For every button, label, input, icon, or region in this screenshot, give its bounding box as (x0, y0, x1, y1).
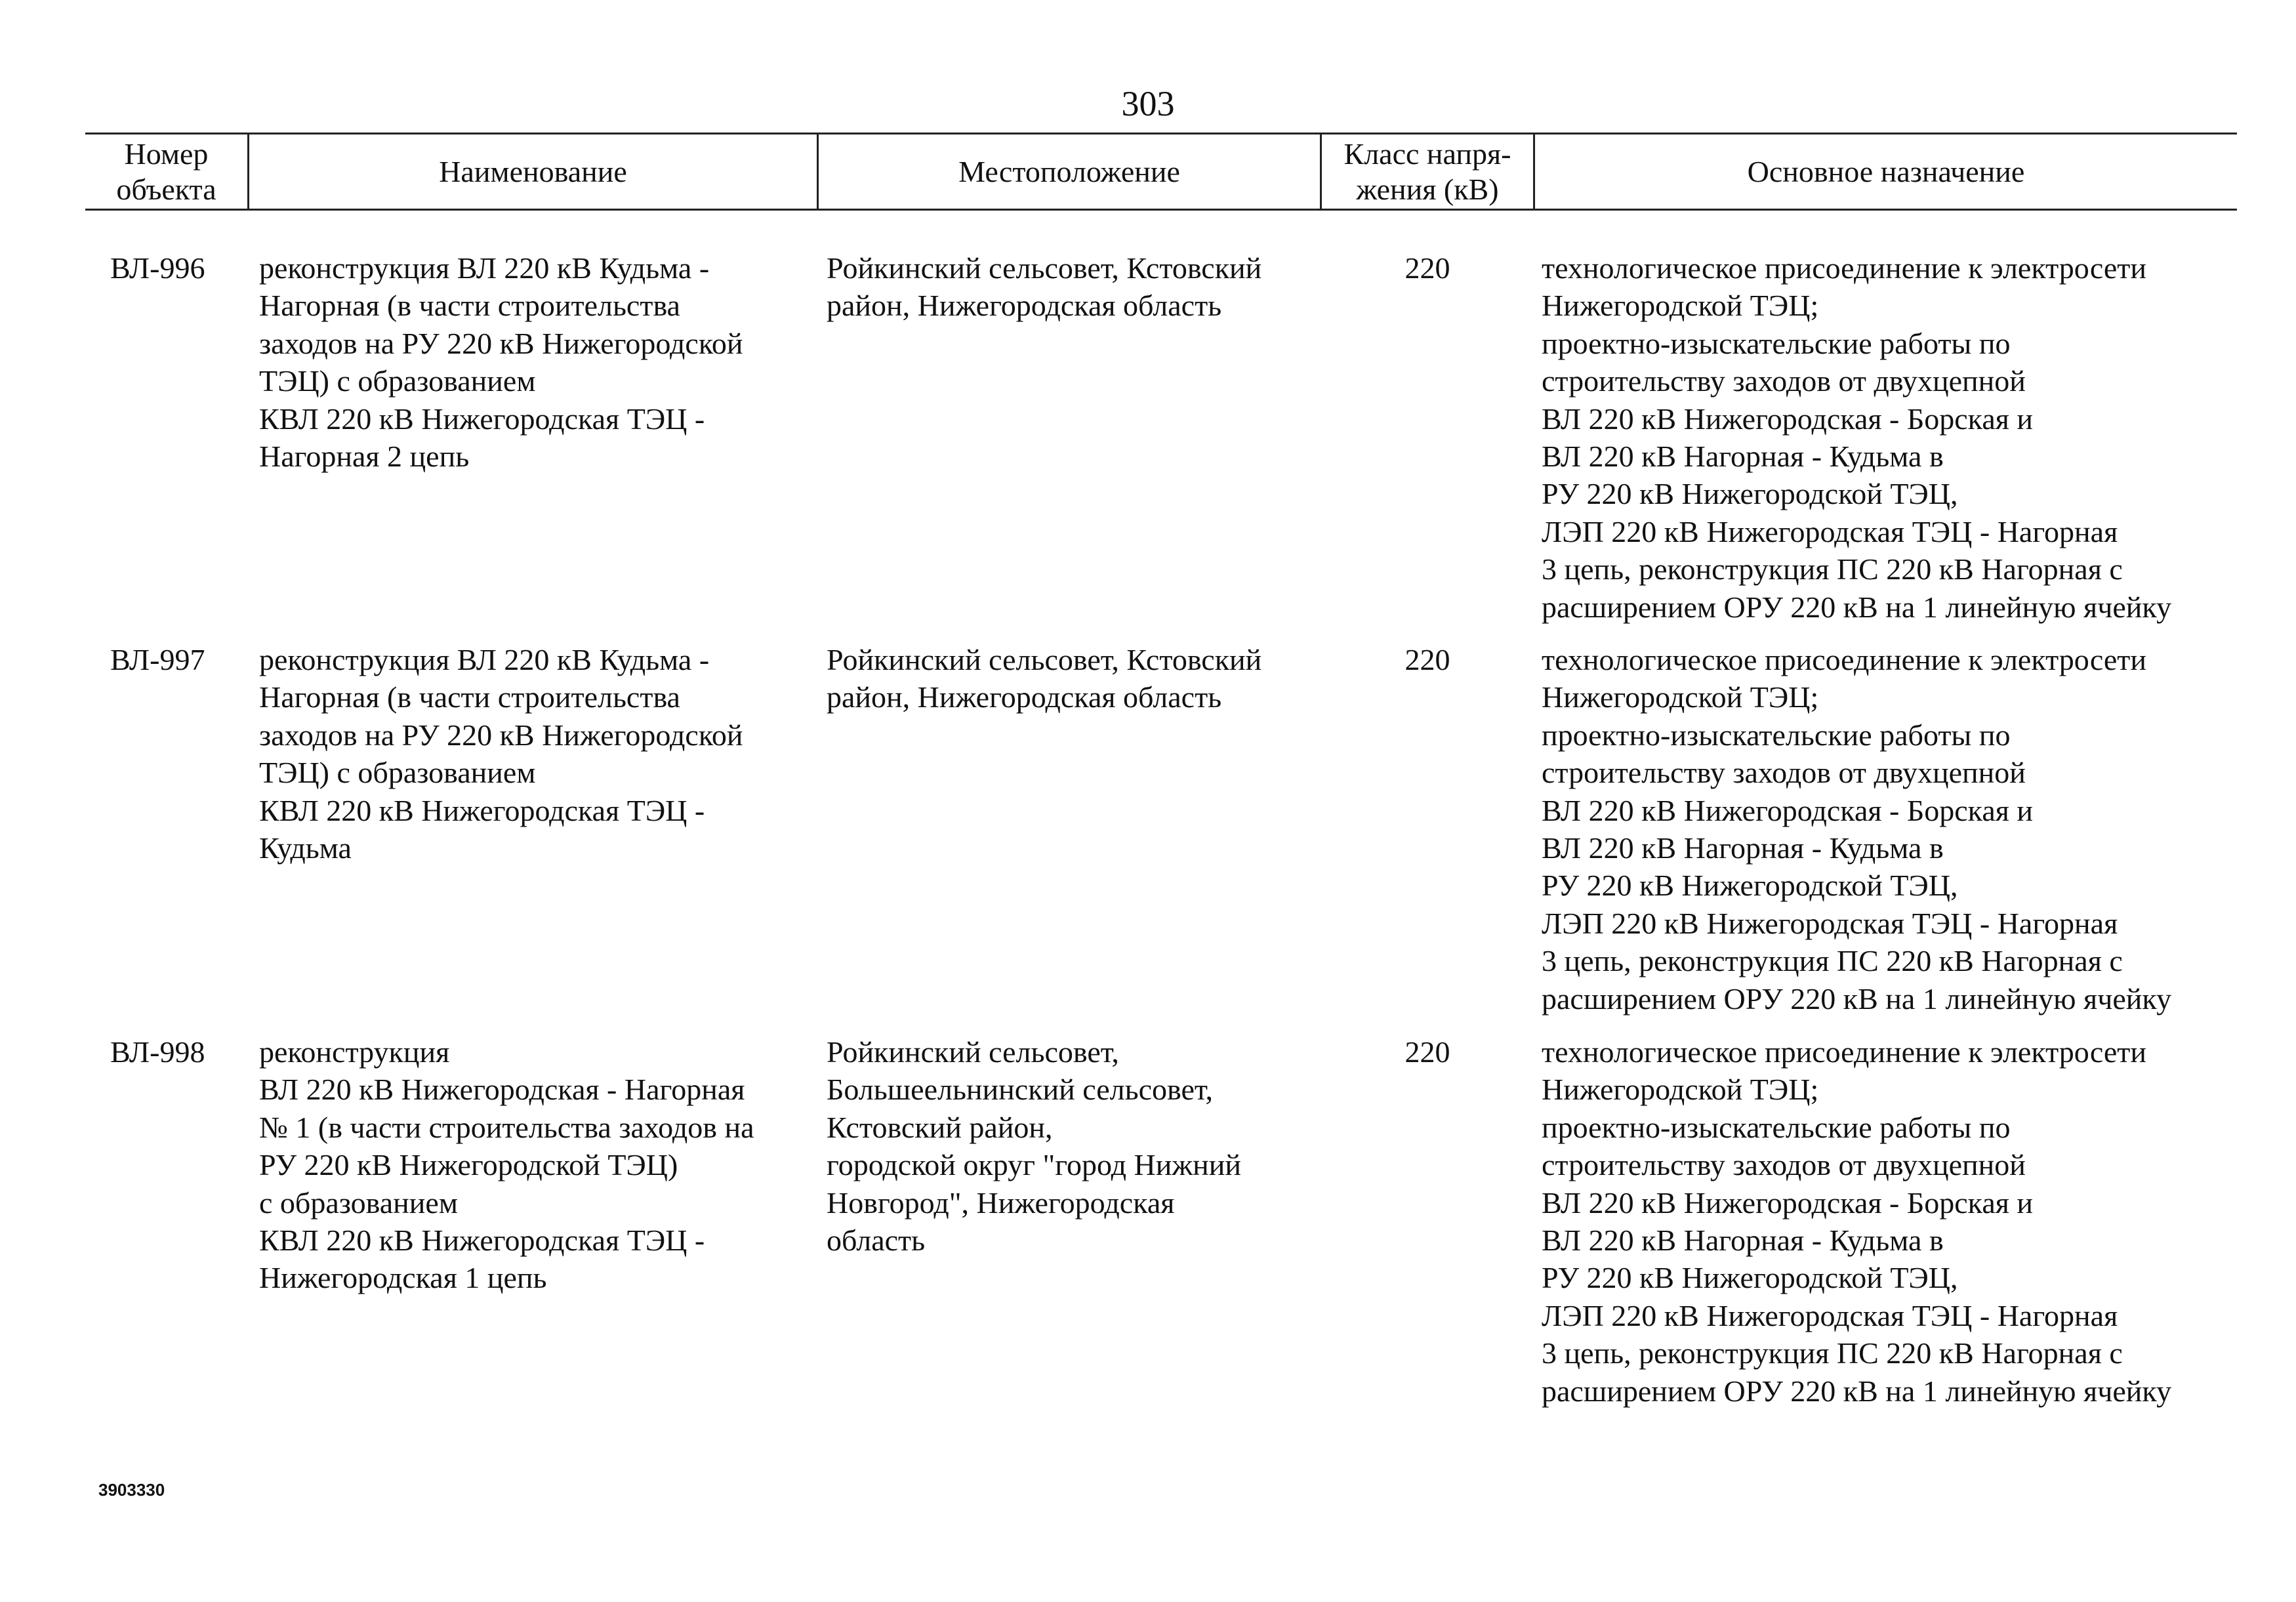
cell-line: ВЛ 220 кВ Нагорная - Кудьма в (1542, 831, 1944, 865)
cell-line: Нагорная 2 цепь (259, 440, 470, 474)
cell-line: ВЛ 220 кВ Нагорная - Кудьма в (1542, 1223, 1944, 1258)
cell-line: реконструкция ВЛ 220 кВ Кудьма - (259, 251, 710, 285)
header-voltage-text (1344, 136, 1511, 207)
cell-line: Ройкинский сельсовет, Кстовский (827, 251, 1262, 285)
cell-line: № 1 (в части строительства заходов на (259, 1110, 754, 1144)
row-voltage: 220 (1404, 1035, 1450, 1069)
cell-line: 3 цепь, реконструкция ПС 220 кВ Нагорная с (1542, 1336, 2123, 1370)
row-name (259, 249, 743, 475)
cell-line: ВЛ 220 кВ Нижегородская - Борская и (1542, 793, 2034, 827)
cell-line: проектно-изыскательские работы по (1542, 718, 2011, 752)
cell-line: РУ 220 кВ Нижегородской ТЭЦ, (1542, 1261, 1958, 1295)
page-number: 303 (1121, 84, 1175, 123)
cell-line: Большеельнинский сельсовет, (827, 1073, 1214, 1107)
row-location (827, 641, 1261, 716)
cell-line: заходов на РУ 220 кВ Нижегородской (259, 326, 743, 360)
cell-line: ВЛ 220 кВ Нижегородская - Борская и (1542, 401, 2034, 436)
row-purpose (1542, 1033, 2171, 1410)
row-name (259, 1033, 754, 1297)
cell-line: РУ 220 кВ Нижегородской ТЭЦ, (1542, 477, 1958, 511)
header-voltage (1322, 134, 1533, 209)
cell-line: технологическое присоединение к электросети (1542, 1035, 2146, 1069)
cell-line: технологическое присоединение к электросети (1542, 251, 2146, 285)
document-code: 3903330 (98, 1480, 165, 1500)
cell-line: ЛЭП 220 кВ Нижегородская ТЭЦ - Нагорная (1542, 906, 2118, 940)
cell-line: проектно-изыскательские работы по (1542, 1110, 2011, 1144)
row-purpose (1542, 249, 2171, 626)
cell-line: Нижегородской ТЭЦ; (1542, 289, 1819, 323)
row-number: ВЛ-996 (110, 251, 205, 285)
cell-line: Нижегородской ТЭЦ; (1542, 680, 1819, 714)
cell-line: строительству заходов от двухцепной (1542, 756, 2026, 790)
header-line: Номер (124, 136, 209, 171)
cell-line: расширением ОРУ 220 кВ на 1 линейную ячейку (1542, 981, 2172, 1016)
header-line: Класс напря- (1343, 136, 1511, 171)
cell-line: ВЛ 220 кВ Нагорная - Кудьма в (1542, 440, 1944, 474)
header-number-text (116, 136, 216, 207)
cell-line: Ройкинский сельсовет, (827, 1035, 1119, 1069)
header-line: Наименование (439, 154, 627, 188)
header-line: Основное назначение (1747, 154, 2025, 188)
cell-line: ВЛ 220 кВ Нижегородская - Борская и (1542, 1185, 2034, 1220)
cell-line: Нагорная (в части строительства (259, 680, 680, 714)
cell-line: ЛЭП 220 кВ Нижегородская ТЭЦ - Нагорная (1542, 1298, 2118, 1332)
cell-line: проектно-изыскательские работы по (1542, 326, 2011, 360)
cell-line: Новгород", Нижегородская (827, 1185, 1175, 1220)
cell-line: Нижегородская 1 цепь (259, 1261, 547, 1295)
cell-line: городской округ "город Нижний (827, 1148, 1242, 1182)
cell-line: реконструкция ВЛ 220 кВ Кудьма - (259, 643, 710, 676)
cell-line: Кудьма (259, 831, 352, 865)
cell-line: ТЭЦ) с образованием (259, 756, 536, 790)
cell-line: расширением ОРУ 220 кВ на 1 линейную ячейку (1542, 1374, 2172, 1408)
row-voltage: 220 (1404, 643, 1450, 676)
header-number (85, 134, 247, 209)
cell-line: с образованием (259, 1185, 458, 1220)
cell-line: реконструкция (259, 1035, 450, 1069)
header-name (249, 134, 817, 209)
cell-line: КВЛ 220 кВ Нижегородская ТЭЦ - (259, 793, 705, 827)
cell-line: район, Нижегородская область (827, 680, 1222, 714)
cell-line: ЛЭП 220 кВ Нижегородская ТЭЦ - Нагорная (1542, 514, 2118, 548)
header-purpose (1535, 134, 2237, 209)
header-line: жения (кВ) (1356, 172, 1499, 206)
cell-line: область (827, 1223, 926, 1258)
header-line: объекта (116, 172, 216, 206)
header-location (819, 134, 1320, 209)
cell-line: район, Нижегородская область (827, 289, 1222, 323)
cell-line: строительству заходов от двухцепной (1542, 1148, 2026, 1182)
table-header-bottom-rule (85, 209, 2237, 211)
cell-line: заходов на РУ 220 кВ Нижегородской (259, 718, 743, 752)
cell-line: 3 цепь, реконструкция ПС 220 кВ Нагорная с (1542, 944, 2123, 978)
row-purpose (1542, 641, 2171, 1017)
row-voltage: 220 (1404, 251, 1450, 285)
cell-line: 3 цепь, реконструкция ПС 220 кВ Нагорная с (1542, 552, 2123, 586)
cell-line: Нижегородской ТЭЦ; (1542, 1073, 1819, 1107)
row-number: ВЛ-998 (110, 1035, 205, 1069)
cell-line: ВЛ 220 кВ Нижегородская - Нагорная (259, 1073, 745, 1107)
cell-line: технологическое присоединение к электросети (1542, 643, 2146, 676)
cell-line: КВЛ 220 кВ Нижегородская ТЭЦ - (259, 401, 705, 436)
cell-line: РУ 220 кВ Нижегородской ТЭЦ, (1542, 869, 1958, 903)
cell-line: ТЭЦ) с образованием (259, 364, 536, 398)
cell-line: строительству заходов от двухцепной (1542, 364, 2026, 398)
cell-line: Нагорная (в части строительства (259, 289, 680, 323)
row-location (827, 1033, 1241, 1259)
row-location (827, 249, 1261, 325)
cell-line: Ройкинский сельсовет, Кстовский (827, 643, 1262, 676)
row-number: ВЛ-997 (110, 643, 205, 676)
cell-line: Кстовский район, (827, 1110, 1053, 1144)
row-name (259, 641, 743, 867)
cell-line: расширением ОРУ 220 кВ на 1 линейную ячейку (1542, 590, 2172, 624)
cell-line: КВЛ 220 кВ Нижегородская ТЭЦ - (259, 1223, 705, 1258)
cell-line: РУ 220 кВ Нижегородской ТЭЦ) (259, 1148, 678, 1182)
header-line: Местоположение (958, 154, 1180, 188)
